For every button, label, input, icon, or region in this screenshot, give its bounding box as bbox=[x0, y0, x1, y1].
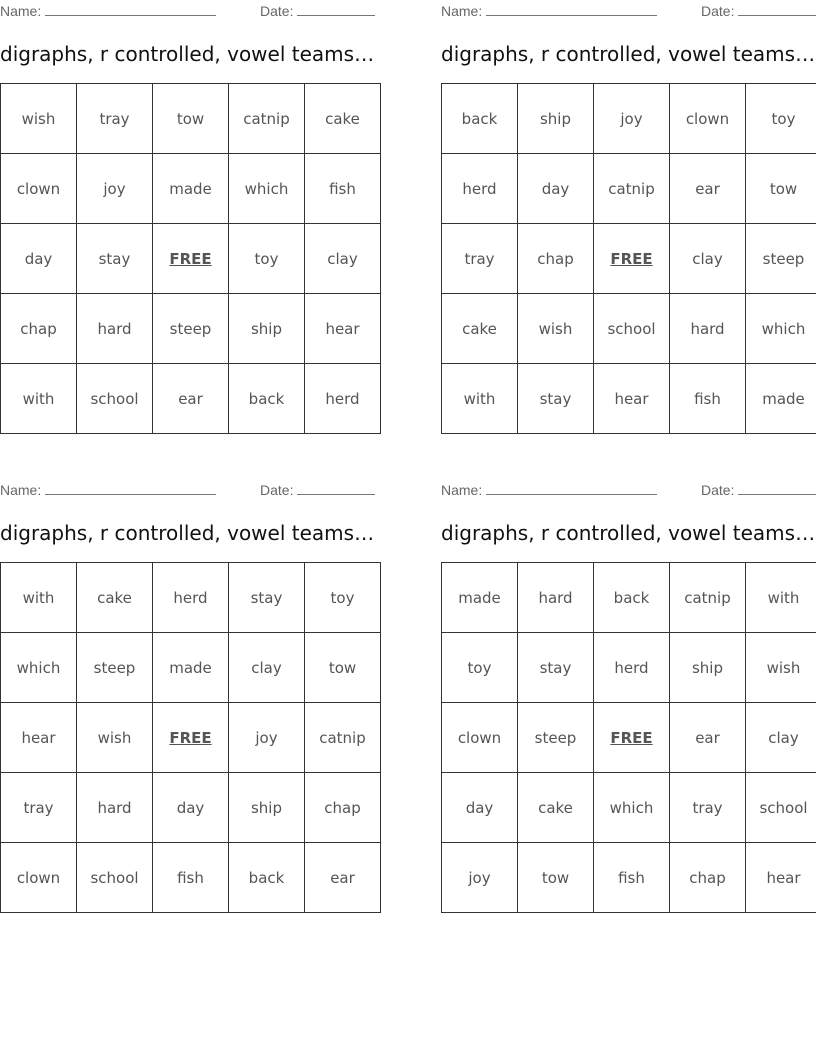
free-space-cell: FREE bbox=[153, 224, 229, 294]
grid-cell: steep bbox=[153, 294, 229, 364]
grid-cell: stay bbox=[77, 224, 153, 294]
grid-cell: back bbox=[229, 364, 305, 434]
grid-cell: steep bbox=[746, 224, 816, 294]
grid-row bbox=[442, 364, 816, 434]
grid-cell: made bbox=[442, 563, 518, 633]
grid-cell: cake bbox=[518, 773, 594, 843]
grid-cell: made bbox=[746, 364, 816, 434]
name-blank-line bbox=[486, 481, 657, 495]
grid-cell: ship bbox=[518, 84, 594, 154]
grid-cell: ship bbox=[229, 773, 305, 843]
grid-cell: herd bbox=[305, 364, 381, 434]
grid-cell: school bbox=[77, 843, 153, 913]
grid-cell: stay bbox=[518, 633, 594, 703]
grid-row bbox=[1, 773, 381, 843]
grid-cell: back bbox=[442, 84, 518, 154]
grid-cell: tow bbox=[518, 843, 594, 913]
card-title: digraphs, r controlled, vowel teams… bbox=[0, 521, 375, 545]
free-space-cell: FREE bbox=[594, 224, 670, 294]
free-space-cell: FREE bbox=[153, 703, 229, 773]
date-field bbox=[701, 481, 816, 498]
date-blank-line bbox=[738, 481, 816, 495]
grid-cell: ear bbox=[153, 364, 229, 434]
date-label: Date: bbox=[701, 3, 735, 19]
card-header bbox=[441, 0, 816, 22]
name-field bbox=[441, 481, 657, 498]
grid-row bbox=[442, 843, 816, 913]
grid-cell: fish bbox=[305, 154, 381, 224]
grid-cell: joy bbox=[77, 154, 153, 224]
grid-cell: wish bbox=[77, 703, 153, 773]
name-field bbox=[0, 481, 216, 498]
grid-cell: hear bbox=[746, 843, 816, 913]
grid-cell: catnip bbox=[305, 703, 381, 773]
grid-row bbox=[442, 633, 816, 703]
grid-row bbox=[1, 633, 381, 703]
grid-cell: made bbox=[153, 633, 229, 703]
grid-cell: tray bbox=[77, 84, 153, 154]
grid-row bbox=[1, 364, 381, 434]
date-field bbox=[260, 2, 375, 19]
grid-row bbox=[442, 563, 816, 633]
grid-cell: joy bbox=[594, 84, 670, 154]
grid-cell: hard bbox=[77, 294, 153, 364]
grid-cell: chap bbox=[305, 773, 381, 843]
grid-cell: which bbox=[594, 773, 670, 843]
grid-cell: ship bbox=[670, 633, 746, 703]
grid-cell: with bbox=[1, 364, 77, 434]
grid-cell: wish bbox=[746, 633, 816, 703]
grid-cell: hear bbox=[1, 703, 77, 773]
grid-cell: clown bbox=[1, 843, 77, 913]
grid-cell: day bbox=[1, 224, 77, 294]
grid-cell: tray bbox=[670, 773, 746, 843]
grid-cell: ear bbox=[670, 154, 746, 224]
grid-cell: which bbox=[229, 154, 305, 224]
grid-cell: hear bbox=[305, 294, 381, 364]
grid-cell: toy bbox=[305, 563, 381, 633]
card-title: digraphs, r controlled, vowel teams… bbox=[441, 521, 816, 545]
grid-cell: herd bbox=[594, 633, 670, 703]
grid-cell: clay bbox=[305, 224, 381, 294]
bingo-grid bbox=[0, 562, 381, 913]
grid-cell: with bbox=[1, 563, 77, 633]
grid-row bbox=[442, 703, 816, 773]
grid-cell: day bbox=[518, 154, 594, 224]
grid-cell: steep bbox=[518, 703, 594, 773]
name-blank-line bbox=[45, 2, 216, 16]
grid-cell: tray bbox=[442, 224, 518, 294]
grid-cell: toy bbox=[229, 224, 305, 294]
grid-cell: fish bbox=[153, 843, 229, 913]
grid-cell: which bbox=[1, 633, 77, 703]
date-label: Date: bbox=[260, 482, 294, 498]
grid-cell: clay bbox=[670, 224, 746, 294]
grid-cell: ear bbox=[670, 703, 746, 773]
name-label: Name: bbox=[441, 482, 483, 498]
grid-cell: wish bbox=[1, 84, 77, 154]
grid-cell: stay bbox=[229, 563, 305, 633]
date-label: Date: bbox=[260, 3, 294, 19]
card-header bbox=[0, 479, 375, 501]
grid-cell: ship bbox=[229, 294, 305, 364]
grid-cell: catnip bbox=[594, 154, 670, 224]
bingo-grid bbox=[441, 83, 816, 434]
grid-cell: with bbox=[746, 563, 816, 633]
grid-row bbox=[442, 154, 816, 224]
card-title: digraphs, r controlled, vowel teams… bbox=[0, 42, 375, 66]
grid-cell: school bbox=[746, 773, 816, 843]
grid-row bbox=[1, 84, 381, 154]
date-blank-line bbox=[297, 2, 375, 16]
grid-row bbox=[1, 703, 381, 773]
name-field bbox=[0, 2, 216, 19]
grid-cell: which bbox=[746, 294, 816, 364]
name-label: Name: bbox=[0, 482, 42, 498]
grid-row bbox=[1, 294, 381, 364]
free-space-cell: FREE bbox=[594, 703, 670, 773]
grid-cell: ear bbox=[305, 843, 381, 913]
date-field bbox=[701, 2, 816, 19]
date-label: Date: bbox=[701, 482, 735, 498]
grid-cell: with bbox=[442, 364, 518, 434]
grid-cell: tray bbox=[1, 773, 77, 843]
grid-cell: chap bbox=[670, 843, 746, 913]
bingo-card bbox=[441, 0, 816, 408]
date-blank-line bbox=[297, 481, 375, 495]
grid-cell: toy bbox=[746, 84, 816, 154]
grid-cell: catnip bbox=[229, 84, 305, 154]
grid-cell: clay bbox=[746, 703, 816, 773]
grid-cell: back bbox=[594, 563, 670, 633]
grid-cell: tow bbox=[305, 633, 381, 703]
grid-row bbox=[1, 563, 381, 633]
card-title: digraphs, r controlled, vowel teams… bbox=[441, 42, 816, 66]
grid-cell: chap bbox=[518, 224, 594, 294]
name-label: Name: bbox=[441, 3, 483, 19]
bingo-card bbox=[441, 479, 816, 887]
grid-cell: clown bbox=[670, 84, 746, 154]
bingo-card bbox=[0, 0, 375, 408]
grid-cell: cake bbox=[442, 294, 518, 364]
grid-row bbox=[442, 773, 816, 843]
grid-cell: steep bbox=[77, 633, 153, 703]
grid-row bbox=[1, 224, 381, 294]
grid-cell: wish bbox=[518, 294, 594, 364]
grid-cell: school bbox=[77, 364, 153, 434]
grid-cell: hear bbox=[594, 364, 670, 434]
grid-cell: joy bbox=[442, 843, 518, 913]
grid-cell: hard bbox=[518, 563, 594, 633]
grid-cell: clown bbox=[1, 154, 77, 224]
grid-cell: clay bbox=[229, 633, 305, 703]
grid-row bbox=[1, 154, 381, 224]
card-header bbox=[0, 0, 375, 22]
grid-cell: day bbox=[153, 773, 229, 843]
grid-cell: fish bbox=[594, 843, 670, 913]
grid-row bbox=[1, 843, 381, 913]
grid-cell: cake bbox=[305, 84, 381, 154]
grid-cell: stay bbox=[518, 364, 594, 434]
name-blank-line bbox=[45, 481, 216, 495]
card-header bbox=[441, 479, 816, 501]
grid-cell: tow bbox=[153, 84, 229, 154]
grid-cell: hard bbox=[670, 294, 746, 364]
name-label: Name: bbox=[0, 3, 42, 19]
grid-cell: herd bbox=[153, 563, 229, 633]
grid-cell: toy bbox=[442, 633, 518, 703]
grid-cell: made bbox=[153, 154, 229, 224]
name-field bbox=[441, 2, 657, 19]
date-field bbox=[260, 481, 375, 498]
grid-row bbox=[442, 84, 816, 154]
name-blank-line bbox=[486, 2, 657, 16]
grid-cell: fish bbox=[670, 364, 746, 434]
grid-cell: herd bbox=[442, 154, 518, 224]
grid-cell: joy bbox=[229, 703, 305, 773]
grid-row bbox=[442, 294, 816, 364]
grid-cell: cake bbox=[77, 563, 153, 633]
grid-cell: catnip bbox=[670, 563, 746, 633]
grid-cell: back bbox=[229, 843, 305, 913]
grid-cell: chap bbox=[1, 294, 77, 364]
grid-cell: school bbox=[594, 294, 670, 364]
grid-row bbox=[442, 224, 816, 294]
grid-cell: day bbox=[442, 773, 518, 843]
grid-cell: clown bbox=[442, 703, 518, 773]
grid-cell: tow bbox=[746, 154, 816, 224]
bingo-grid bbox=[0, 83, 381, 434]
grid-cell: hard bbox=[77, 773, 153, 843]
bingo-grid bbox=[441, 562, 816, 913]
bingo-card bbox=[0, 479, 375, 887]
date-blank-line bbox=[738, 2, 816, 16]
